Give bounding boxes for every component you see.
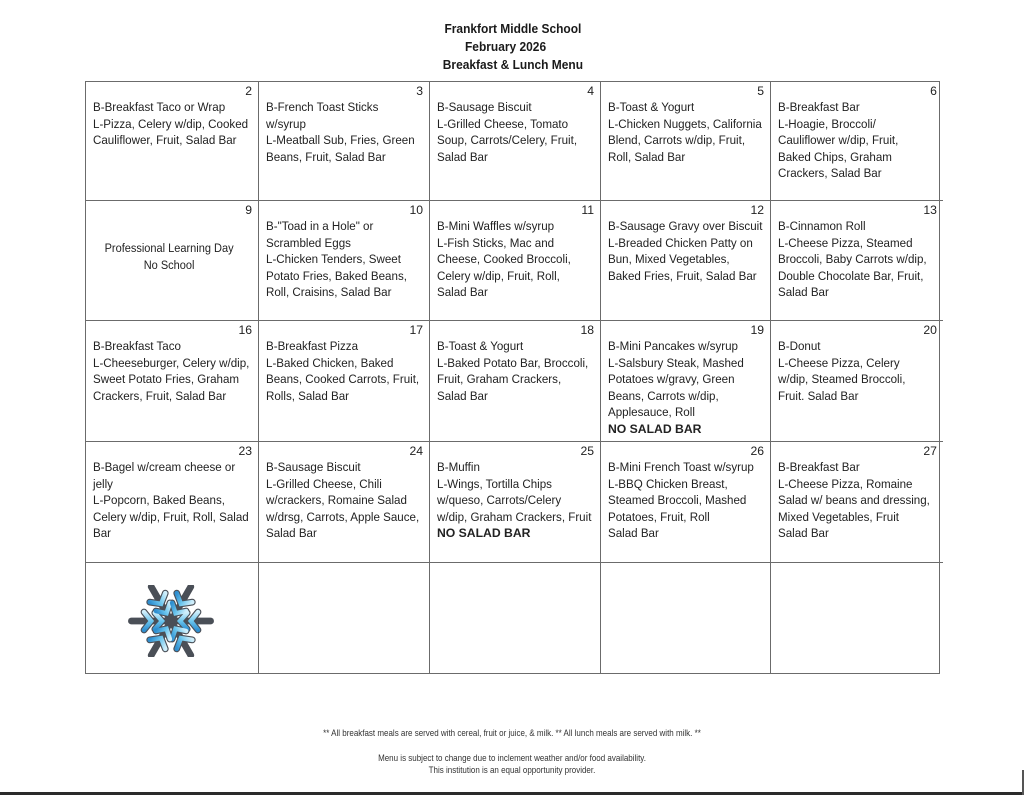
menu-line: L-Cheese Pizza, Romaine: [778, 476, 913, 491]
menu-line: Potatoes w/gravy, Green: [608, 372, 735, 387]
menu-line: Broccoli, Baby Carrots w/dip,: [778, 252, 927, 267]
menu-items: [93, 459, 253, 542]
menu-line: Rolls, Salad Bar: [266, 388, 350, 403]
menu-line: Celery w/dip, Fruit, Roll,: [437, 268, 560, 283]
day-number: 18: [580, 323, 594, 337]
day-cell: [430, 321, 601, 442]
menu-line: B-Donut: [778, 339, 821, 353]
day-number: 12: [750, 203, 764, 217]
menu-items: [266, 459, 424, 542]
menu-line: w/syrup: [266, 116, 306, 131]
menu-line: Beans, Fruit, Salad Bar: [266, 149, 386, 164]
menu-items: [778, 338, 938, 404]
empty-cell: [86, 563, 259, 673]
day-cell: [86, 321, 259, 442]
menu-title: Breakfast & Lunch Menu: [442, 57, 584, 72]
menu-line: Celery w/dip, Fruit, Roll, Salad: [93, 509, 249, 524]
menu-line: Double Chocolate Bar, Fruit,: [778, 268, 924, 283]
day-number: 17: [409, 323, 423, 337]
day-number: 16: [238, 323, 252, 337]
menu-line: Salad Bar: [437, 388, 488, 403]
day-cell: [771, 442, 943, 563]
day-cell: [86, 442, 259, 563]
menu-line: Mixed Vegetables, Fruit: [778, 509, 899, 524]
menu-line: B-Mini French Toast w/syrup: [608, 460, 754, 474]
menu-line: B-Breakfast Taco: [93, 339, 181, 353]
menu-line: L-Cheeseburger, Celery w/dip,: [93, 355, 250, 370]
day-number: 6: [930, 84, 937, 98]
day-number: 13: [923, 203, 937, 217]
day-cell: [430, 442, 601, 563]
day-cell: [259, 82, 430, 201]
menu-line: Soup, Carrots/Celery, Fruit,: [437, 133, 578, 148]
menu-items: [266, 218, 424, 301]
menu-items: [778, 459, 938, 542]
day-cell: [430, 201, 601, 321]
menu-line: Salad Bar: [437, 149, 488, 164]
menu-line: w/dip, Graham Crackers, Fruit: [437, 509, 592, 524]
day-number: 27: [923, 444, 937, 458]
menu-line: B-Breakfast Taco or Wrap: [93, 100, 226, 114]
menu-line: Salad Bar: [266, 526, 317, 541]
menu-line: B-Breakfast Bar: [778, 100, 860, 114]
menu-line: Salad Bar: [778, 285, 829, 300]
equal-opportunity-note: This institution is an equal opportunity provider.: [428, 765, 596, 775]
menu-line: Salad Bar: [778, 526, 829, 541]
menu-calendar-grid: [85, 81, 940, 674]
milk-note: ** All breakfast meals are served with cereal, fruit or juice, & milk. ** All lunch meals are served with milk. **: [323, 728, 701, 738]
menu-line: B-Mini Pancakes w/syrup: [608, 339, 738, 353]
day-cell: [601, 201, 771, 321]
day-number: 4: [587, 84, 594, 98]
menu-line: L-Baked Chicken, Baked: [266, 355, 394, 370]
menu-items: [93, 99, 253, 149]
no-school-notice: [104, 240, 240, 273]
menu-line: B-Sausage Biscuit: [266, 460, 361, 474]
menu-line: B-Breakfast Bar: [778, 460, 860, 474]
menu-line: L-Chicken Nuggets, California: [608, 116, 762, 131]
menu-line: Roll, Salad Bar: [608, 149, 686, 164]
menu-line: L-Hoagie, Broccoli/: [778, 116, 876, 131]
day-cell: [771, 321, 943, 442]
menu-line: Potato Fries, Baked Beans,: [266, 268, 407, 283]
menu-line: B-Bagel w/cream cheese or: [93, 460, 236, 474]
menu-line: Bar: [93, 526, 112, 541]
menu-line: B-Mini Waffles w/syrup: [437, 219, 555, 233]
day-cell: [430, 82, 601, 201]
menu-line: No School: [143, 257, 194, 272]
menu-line: L-Grilled Cheese, Chili: [266, 476, 382, 491]
menu-items: [437, 459, 595, 542]
menu-line: B-Toast & Yogurt: [437, 339, 524, 353]
day-cell: [86, 82, 259, 201]
day-number: 9: [245, 203, 252, 217]
menu-line: L-Pizza, Celery w/dip, Cooked: [93, 116, 249, 131]
menu-line: B-Cinnamon Roll: [778, 219, 866, 233]
menu-line: Applesauce, Roll: [608, 405, 695, 420]
menu-line: Baked Fries, Fruit, Salad Bar: [608, 268, 757, 283]
menu-line: B-Sausage Gravy over Biscuit: [608, 219, 763, 233]
no-salad-bar-note: NO SALAD BAR: [608, 421, 702, 436]
menu-line: Crackers, Fruit, Salad Bar: [93, 388, 227, 403]
menu-line: B-Toast & Yogurt: [608, 100, 695, 114]
menu-line: L-Breaded Chicken Patty on: [608, 235, 753, 250]
menu-line: Professional Learning Day: [104, 240, 234, 255]
day-cell: [86, 201, 259, 321]
menu-line: Salad w/ beans and dressing,: [778, 493, 930, 508]
day-cell: [259, 442, 430, 563]
menu-line: B-French Toast Sticks: [266, 100, 379, 114]
empty-cell: [771, 563, 943, 673]
menu-line: L-Chicken Tenders, Sweet: [266, 252, 401, 267]
menu-month: February 2026: [464, 39, 547, 54]
day-number: 11: [581, 203, 594, 217]
day-number: 23: [238, 444, 252, 458]
day-number: 26: [750, 444, 764, 458]
menu-line: Cheese, Cooked Broccoli,: [437, 252, 571, 267]
menu-items: [608, 218, 765, 284]
menu-line: jelly: [93, 476, 113, 491]
day-number: 2: [245, 84, 252, 98]
menu-items: [93, 338, 253, 404]
menu-line: B-Breakfast Pizza: [266, 339, 359, 353]
menu-line: w/crackers, Romaine Salad: [266, 493, 407, 508]
menu-items: [778, 218, 938, 301]
menu-line: Crackers, Salad Bar: [778, 166, 882, 181]
day-number: 5: [757, 84, 764, 98]
day-number: 24: [409, 444, 423, 458]
day-cell: [601, 442, 771, 563]
menu-line: L-Wings, Tortilla Chips: [437, 476, 552, 491]
menu-line: Blend, Carrots w/dip, Fruit,: [608, 133, 746, 148]
menu-line: Baked Chips, Graham: [778, 149, 892, 164]
menu-items: [437, 99, 595, 165]
footer-disclaimer: [72, 752, 953, 776]
menu-line: L-Meatball Sub, Fries, Green: [266, 133, 415, 148]
menu-line: L-BBQ Chicken Breast,: [608, 476, 728, 491]
day-number: 10: [409, 203, 423, 217]
menu-items: [437, 218, 595, 301]
day-number: 25: [580, 444, 594, 458]
menu-items: [608, 459, 765, 542]
menu-line: Sweet Potato Fries, Graham: [93, 372, 240, 387]
menu-line: B-"Toad in a Hole" or: [266, 219, 374, 233]
menu-line: Cauliflower w/dip, Fruit,: [778, 133, 899, 148]
menu-line: Steamed Broccoli, Mashed: [608, 493, 747, 508]
menu-line: Salad Bar: [437, 285, 488, 300]
day-cell: [259, 321, 430, 442]
menu-line: L-Cheese Pizza, Steamed: [778, 235, 913, 250]
school-name: Frankfort Middle School: [444, 21, 582, 36]
menu-line: L-Popcorn, Baked Beans,: [93, 493, 225, 508]
day-number: 3: [416, 84, 423, 98]
menu-line: B-Sausage Biscuit: [437, 100, 532, 114]
menu-line: Bun, Mixed Vegetables,: [608, 252, 730, 267]
menu-line: Beans, Carrots w/dip,: [608, 388, 719, 403]
menu-line: B-Muffin: [437, 460, 480, 474]
menu-line: L-Baked Potato Bar, Broccoli,: [437, 355, 589, 370]
empty-cell: [601, 563, 771, 673]
menu-line: L-Salsbury Steak, Mashed: [608, 355, 744, 370]
menu-line: Fruit. Salad Bar: [778, 388, 859, 403]
day-cell: [771, 201, 943, 321]
menu-items: [266, 338, 424, 404]
menu-items: [266, 99, 424, 165]
menu-items: [608, 99, 765, 165]
menu-line: w/dip, Steamed Broccoli,: [778, 372, 906, 387]
menu-line: w/queso, Carrots/Celery: [437, 493, 562, 508]
empty-cell: [259, 563, 430, 673]
menu-items: [437, 338, 595, 404]
empty-cell: [430, 563, 601, 673]
day-number: 20: [923, 323, 937, 337]
menu-line: L-Grilled Cheese, Tomato: [437, 116, 569, 131]
menu-items: [608, 338, 765, 438]
menu-line: Potatoes, Fruit, Roll: [608, 509, 710, 524]
menu-line: L-Cheese Pizza, Celery: [778, 355, 900, 370]
menu-line: Roll, Craisins, Salad Bar: [266, 285, 392, 300]
menu-items: [778, 99, 938, 182]
menu-header: [41, 20, 983, 74]
menu-line: Scrambled Eggs: [266, 235, 351, 250]
snowflake-icon: [126, 585, 216, 657]
menu-line: L-Fish Sticks, Mac and: [437, 235, 555, 250]
change-note: Menu is subject to change due to inclement weather and/or food availability.: [378, 753, 646, 763]
menu-line: Fruit, Graham Crackers,: [437, 372, 562, 387]
day-cell: [601, 82, 771, 201]
menu-line: Salad Bar: [608, 526, 659, 541]
no-salad-bar-note: NO SALAD BAR: [437, 526, 531, 541]
day-cell: [601, 321, 771, 442]
menu-line: Cauliflower, Fruit, Salad Bar: [93, 133, 237, 148]
day-cell: [771, 82, 943, 201]
menu-line: w/drsg, Carrots, Apple Sauce,: [266, 509, 420, 524]
day-number: 19: [750, 323, 764, 337]
menu-line: Beans, Cooked Carrots, Fruit,: [266, 372, 420, 387]
day-cell: [259, 201, 430, 321]
